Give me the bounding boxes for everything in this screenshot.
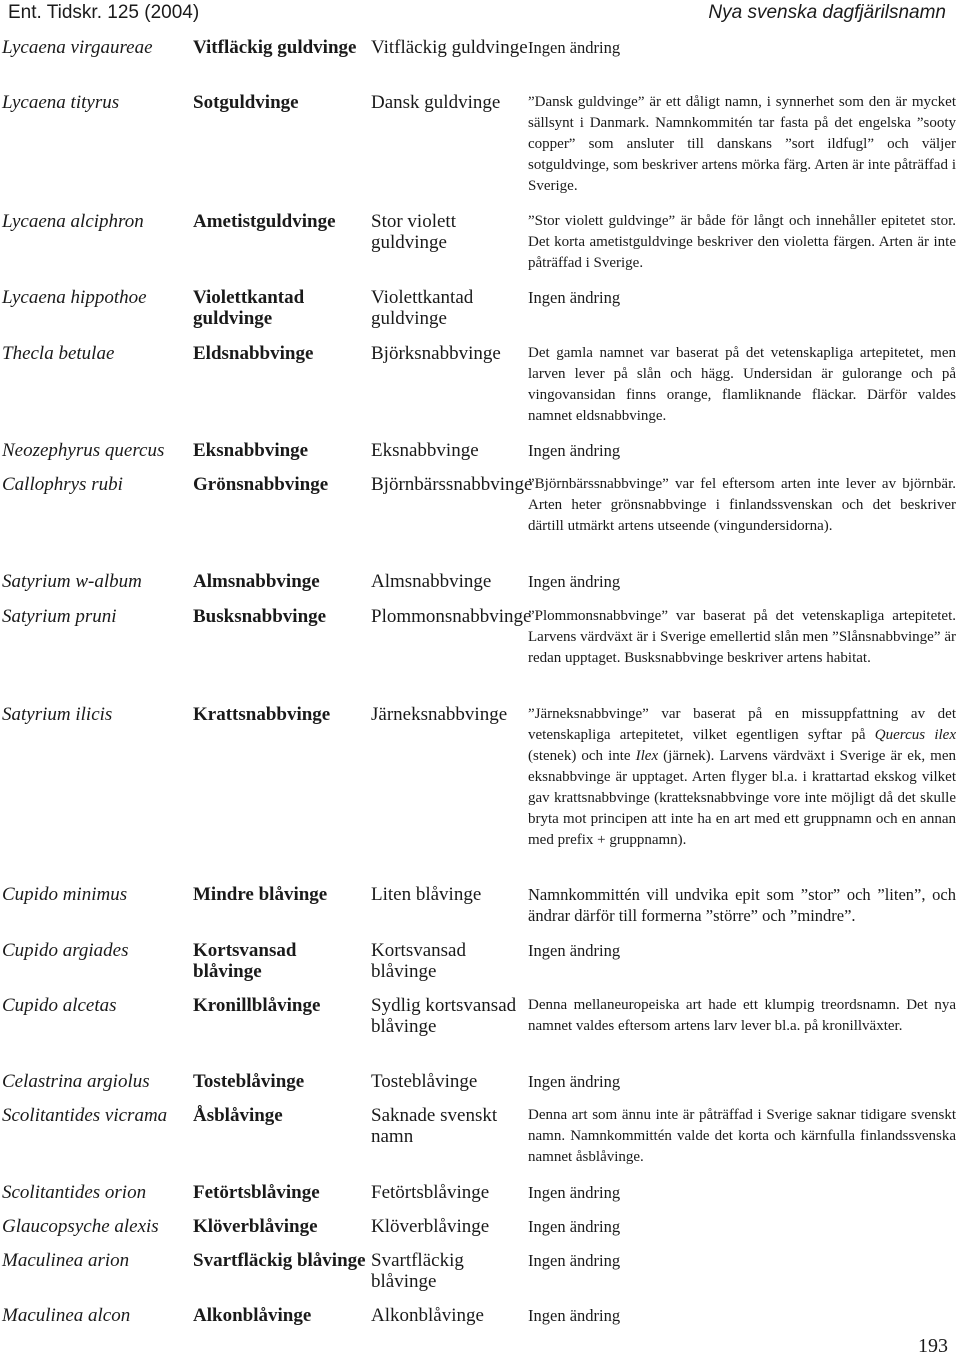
old-swedish-name: Stor violett guldvinge [371, 211, 456, 253]
old-swedish-name: Sydlig kortsvansad blåvinge [371, 995, 517, 1037]
scientific-name: Callophrys rubi [2, 474, 123, 495]
comment-text-italic: Quercus ilex [874, 727, 956, 743]
new-swedish-name: Busksnabbvinge [193, 606, 327, 627]
scientific-name: Satyrium ilicis [2, 704, 113, 725]
scientific-name: Maculinea arion [2, 1250, 130, 1271]
old-swedish-name: Björksnabbvinge [371, 343, 501, 364]
old-swedish-name: Saknade svenskt namn [371, 1105, 498, 1147]
old-swedish-name: Svartfläckig blåvinge [371, 1250, 464, 1292]
comment: ”Björnbärssnabbvinge” var fel eftersom arten inte lever av björnbär. Arten heter grönsnabbvinge i finlandssvenskan och det beskriver därtill utmärkt artens utseende (vingundersidorna). [528, 476, 956, 534]
scientific-name: Satyrium pruni [2, 606, 117, 627]
new-swedish-name: Sotguldvinge [193, 92, 299, 113]
comment: ”Dansk guldvinge” är ett dåligt namn, i synnerhet som den är mycket sällsynt i Danmark. Namnkommitén tar fasta på det engelska ”sooty copper” som ansluter till danskans ”sort ildfugl” och väljer sotguldvinge, som beskriver artens mörka färg. Arten är inte påträffad i Sverige. [528, 94, 956, 194]
new-swedish-name: Krattsnabbvinge [193, 704, 331, 725]
new-swedish-name: Mindre blåvinge [193, 884, 328, 905]
comment-text: (järnek). Larvens värdväxt i Sverige är ek, men eksnabbvinge är upptaget. Arten flyger bl.a. i krattartad ekskog vilket gav krattsnabbvinge (kratteksnabbvinge vore inte möjligt då det skulle bryta mot principen att inte ha en art med ett gruppnamn och en annan med prefix + gruppnamn). [528, 748, 956, 848]
comment-text: ”Järneksnabbvinge” var baserat på en missuppfattning av det vetenskapliga artepitetet, vilket egentligen syftar på [528, 706, 956, 743]
scientific-name: Cupido argiades [2, 940, 129, 961]
comment: Ingen ändring [528, 1251, 621, 1270]
comment: Ingen ändring [528, 288, 621, 307]
new-swedish-name: Alkonblåvinge [193, 1305, 312, 1326]
old-swedish-name: Vitfläckig guldvinge [371, 37, 528, 58]
comment: Det gamla namnet var baserat på det vetenskapliga artepitetet, men larven lever på slån och hägg. Undersidan är gulorange och på vingovansidan finns orange, flamliknande fläckar. Därför valdes namnet eldsnabbvinge. [528, 345, 956, 424]
old-swedish-name: Dansk guldvinge [371, 92, 501, 113]
old-swedish-name: Tosteblåvinge [371, 1071, 478, 1092]
new-swedish-name: Grönsnabbvinge [193, 474, 329, 495]
new-swedish-name: Klöverblåvinge [193, 1216, 318, 1237]
new-swedish-name: Ametistguldvinge [193, 211, 336, 232]
new-swedish-name: Eksnabbvinge [193, 440, 309, 461]
comment: Ingen ändring [528, 1217, 621, 1236]
new-swedish-name: Violettkantad guldvinge [193, 287, 305, 329]
old-swedish-name: Alkonblåvinge [371, 1305, 484, 1326]
scientific-name: Cupido minimus [2, 884, 128, 905]
old-swedish-name: Liten blåvinge [371, 884, 482, 905]
page-number: 193 [918, 1335, 948, 1357]
article-title: Nya svenska dagfjärilsnamn [708, 2, 946, 23]
comment: ”Plommonsnabbvinge” var baserat på det vetenskapliga artepitetet. Larvens värdväxt är i Sverige emellertid slån men ”Slånsnabbvinge” är redan upptaget. Busksnabbvinge beskriver artens habitat. [528, 608, 956, 666]
scientific-name: Lycaena alciphron [2, 211, 144, 232]
comment [528, 704, 956, 851]
new-swedish-name: Kronillblåvinge [193, 995, 321, 1016]
scientific-name: Neozephyrus quercus [2, 440, 165, 461]
comment: ”Stor violett guldvinge” är både för långt och innehåller epitetet stor. Det korta ametistguldvinge beskriver den violetta färgen. Arten är inte påträffad i Sverige. [528, 213, 956, 271]
new-swedish-name: Kortsvansad blåvinge [193, 940, 297, 982]
comment: Denna art som ännu inte är påträffad i Sverige saknar tidigare svenskt namn. Namnkommittén valde det korta och kärnfulla finlandssvenska namnet åsblåvinge. [528, 1107, 956, 1165]
comment: Ingen ändring [528, 572, 621, 591]
comment-text-italic: Ilex [635, 748, 659, 764]
new-swedish-name: Svartfläckig blåvinge [193, 1250, 366, 1271]
comment: Ingen ändring [528, 1306, 621, 1325]
comment: Ingen ändring [528, 1183, 621, 1202]
comment: Ingen ändring [528, 441, 621, 460]
old-swedish-name: Björnbärssnabbvinge [371, 474, 533, 495]
scientific-name: Satyrium w-album [2, 571, 142, 592]
scientific-name: Celastrina argiolus [2, 1071, 150, 1092]
old-swedish-name: Plommonsnabbvinge [371, 606, 532, 627]
scientific-name: Scolitantides vicrama [2, 1105, 168, 1126]
new-swedish-name: Eldsnabbvinge [193, 343, 314, 364]
new-swedish-name: Tosteblåvinge [193, 1071, 305, 1092]
comment: Namnkommittén vill undvika epit som ”stor” och ”liten”, och ändrar därför till formerna ”större” och ”mindre”. [528, 885, 956, 925]
scientific-name: Cupido alcetas [2, 995, 117, 1016]
comment: Ingen ändring [528, 38, 621, 57]
new-swedish-name: Åsblåvinge [193, 1105, 283, 1126]
old-swedish-name: Kortsvansad blåvinge [371, 940, 466, 982]
scientific-name: Lycaena hippothoe [2, 287, 147, 308]
scientific-name: Scolitantides orion [2, 1182, 147, 1203]
old-swedish-name: Fetörtsblåvinge [371, 1182, 490, 1203]
scientific-name: Thecla betulae [2, 343, 115, 364]
old-swedish-name: Eksnabbvinge [371, 440, 479, 461]
running-header [8, 2, 946, 28]
old-swedish-name: Violettkantad guldvinge [371, 287, 474, 329]
comment: Denna mellaneuropeiska art hade ett klumpig treordsnamn. Det nya namnet valdes eftersom artens larv lever bl.a. på kronillväxter. [528, 997, 956, 1034]
scientific-name: Maculinea alcon [2, 1305, 131, 1326]
new-swedish-name: Fetörtsblåvinge [193, 1182, 320, 1203]
journal-citation: Ent. Tidskr. 125 (2004) [8, 2, 200, 23]
old-swedish-name: Klöverblåvinge [371, 1216, 490, 1237]
old-swedish-name: Järneksnabbvinge [371, 704, 508, 725]
scientific-name: Lycaena tityrus [2, 92, 120, 113]
old-swedish-name: Almsnabbvinge [371, 571, 492, 592]
comment: Ingen ändring [528, 941, 621, 960]
comment: Ingen ändring [528, 1072, 621, 1091]
new-swedish-name: Vitfläckig guldvinge [193, 37, 357, 58]
comment-text: (stenek) och inte [528, 748, 636, 764]
new-swedish-name: Almsnabbvinge [193, 571, 320, 592]
scientific-name: Lycaena virgaureae [2, 37, 153, 58]
scientific-name: Glaucopsyche alexis [2, 1216, 159, 1237]
